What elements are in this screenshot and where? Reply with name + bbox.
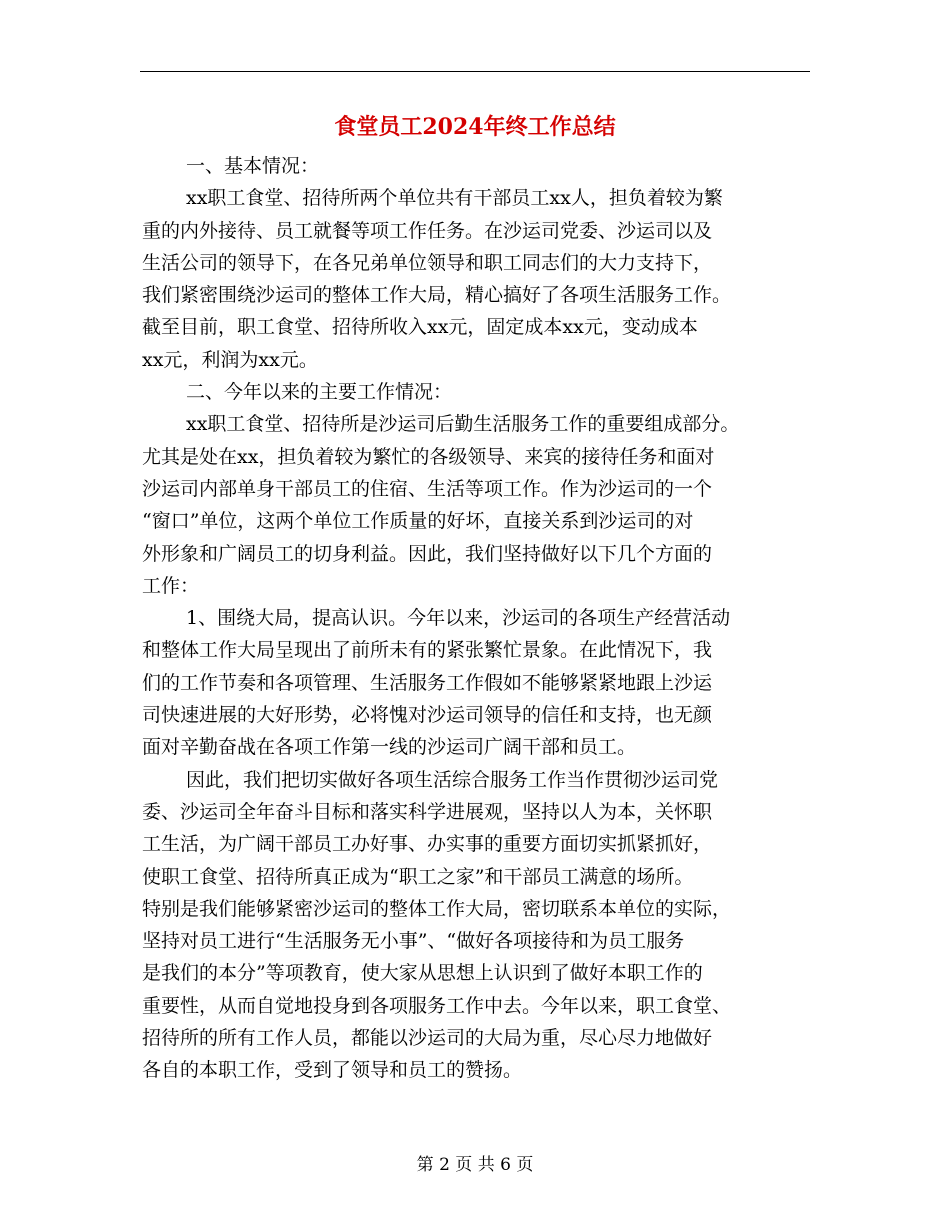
body-line: 二、今年以来的主要工作情况： (186, 381, 453, 404)
body-line: 工作： (142, 574, 200, 597)
body-line: 使职工食堂、招待所真正成为“职工之家”和干部员工满意的场所。 (142, 865, 694, 888)
body-line: 坚持对员工进行“生活服务无小事”、“做好各项接待和为员工服务 (142, 930, 685, 953)
body-line: 司快速进展的大好形势，必将愧对沙运司领导的信任和支持，也无颜 (142, 704, 713, 727)
body-line: 尤其是处在xx，担负着较为繁忙的各级领导、来宾的接待任务和面对 (142, 445, 715, 468)
body-line: xx职工食堂、招待所两个单位共有干部员工xx人，担负着较为繁 (186, 187, 723, 210)
body-line: 截至目前，职工食堂、招待所收入xx元，固定成本xx元，变动成本 (142, 316, 698, 339)
body-line: 生活公司的领导下，在各兄弟单位领导和职工同志们的大力支持下， (142, 251, 713, 274)
body-line: 重要性，从而自觉地投身到各项服务工作中去。今年以来，职工食堂、 (142, 994, 732, 1017)
body-line: 各自的本职工作，受到了领导和员工的赞扬。 (142, 1059, 523, 1082)
body-line: 沙运司内部单身干部员工的住宿、生活等项工作。作为沙运司的一个 (142, 477, 713, 500)
body-line: 们的工作节奏和各项管理、生活服务工作假如不能够紧紧地跟上沙运 (142, 671, 713, 694)
body-line: xx元，利润为xx元。 (142, 348, 318, 371)
document-body (142, 150, 817, 1087)
body-line: 因此，我们把切实做好各项生活综合服务工作当作贯彻沙运司党 (186, 768, 719, 791)
body-line: 重的内外接待、员工就餐等项工作任务。在沙运司党委、沙运司以及 (142, 219, 713, 242)
body-line: 我们紧密围绕沙运司的整体工作大局，精心搞好了各项生活服务工作。 (142, 284, 732, 307)
body-line: 工生活，为广阔干部员工办好事、办实事的重要方面切实抓紧抓好， (142, 833, 713, 856)
body-line: 委、沙运司全年奋斗目标和落实科学进展观，坚持以人为本，关怀职 (142, 800, 713, 823)
header-rule (140, 71, 810, 72)
body-line: 面对辛勤奋战在各项工作第一线的沙运司广阔干部和员工。 (142, 736, 637, 759)
page-number: 第 2 页 共 6 页 (416, 1155, 534, 1175)
body-line: 特别是我们能够紧密沙运司的整体工作大局，密切联系本单位的实际， (142, 897, 732, 920)
document-title: 食堂员工2024年终工作总结 (334, 114, 616, 140)
body-line: 1、围绕大局，提高认识。今年以来，沙运司的各项生产经营活动 (186, 607, 731, 630)
body-line: “窗口”单位，这两个单位工作质量的好坏，直接关系到沙运司的对 (142, 510, 694, 533)
body-line: 和整体工作大局呈现出了前所未有的紧张繁忙景象。在此情况下，我 (142, 639, 713, 662)
body-line: 一、基本情况： (186, 155, 320, 177)
body-line: xx职工食堂、招待所是沙运司后勤生活服务工作的重要组成部分。 (186, 413, 740, 436)
body-line: 外形象和广阔员工的切身利益。因此，我们坚持做好以下几个方面的 (142, 542, 713, 565)
body-line: 是我们的本分”等项教育，使大家从思想上认识到了做好本职工作的 (142, 962, 703, 985)
body-line: 招待所的所有工作人员，都能以沙运司的大局为重，尽心尽力地做好 (142, 1027, 713, 1050)
